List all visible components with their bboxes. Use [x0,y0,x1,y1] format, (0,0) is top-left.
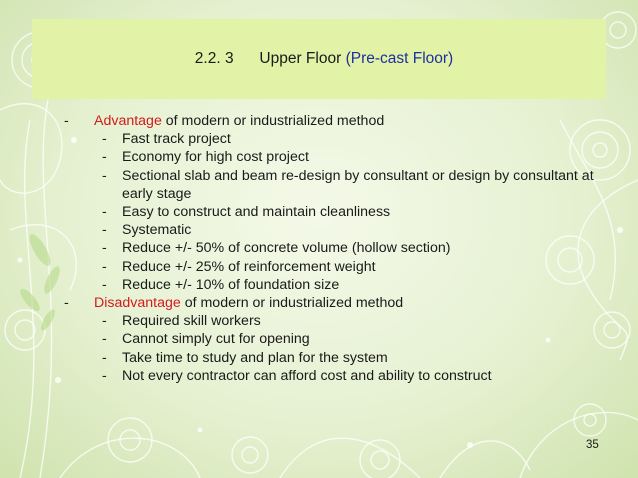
list-item: - Easy to construct and maintain cleanliness [102,204,391,221]
disadvantage-heading [64,294,594,312]
list-item: - Economy for high cost project [102,149,309,166]
list-item: - Sectional slab and beam re-design by consultant or design by consultant at early stage [102,167,594,202]
slide-content [64,112,594,385]
list-item: - Fast track project [102,131,231,148]
list-item: - Cannot simply cut for opening [102,331,310,348]
list-item: - Required skill workers [102,313,261,330]
title-main: Upper Floor [259,50,342,67]
disadvantage-keyword: Disadvantage [94,295,181,312]
bullet-dash: - [64,295,69,312]
page-number: 35 [586,439,599,451]
advantage-rest: of modern or industrialized method [161,113,385,129]
section-number: 2.2. 3 [194,50,234,67]
list-item: - Reduce +/- 25% of reinforcement weight [102,258,376,275]
disadvantage-rest: of modern or industrialized method [180,295,404,312]
bullet-dash: - [64,113,69,129]
slide-title [195,50,453,68]
advantage-heading [64,112,594,130]
title-banner [32,19,606,99]
list-item: - Systematic [102,222,192,239]
advantage-keyword: Advantage [94,113,162,129]
list-item: - Reduce +/- 10% of foundation size [102,276,340,293]
list-item: - Take time to study and plan for the system [102,349,388,366]
list-item: - Not every contractor can afford cost and ability to construct [102,367,492,384]
title-accent: (Pre-cast Floor) [345,50,454,67]
list-item: - Reduce +/- 50% of concrete volume (hollow section) [102,240,451,257]
